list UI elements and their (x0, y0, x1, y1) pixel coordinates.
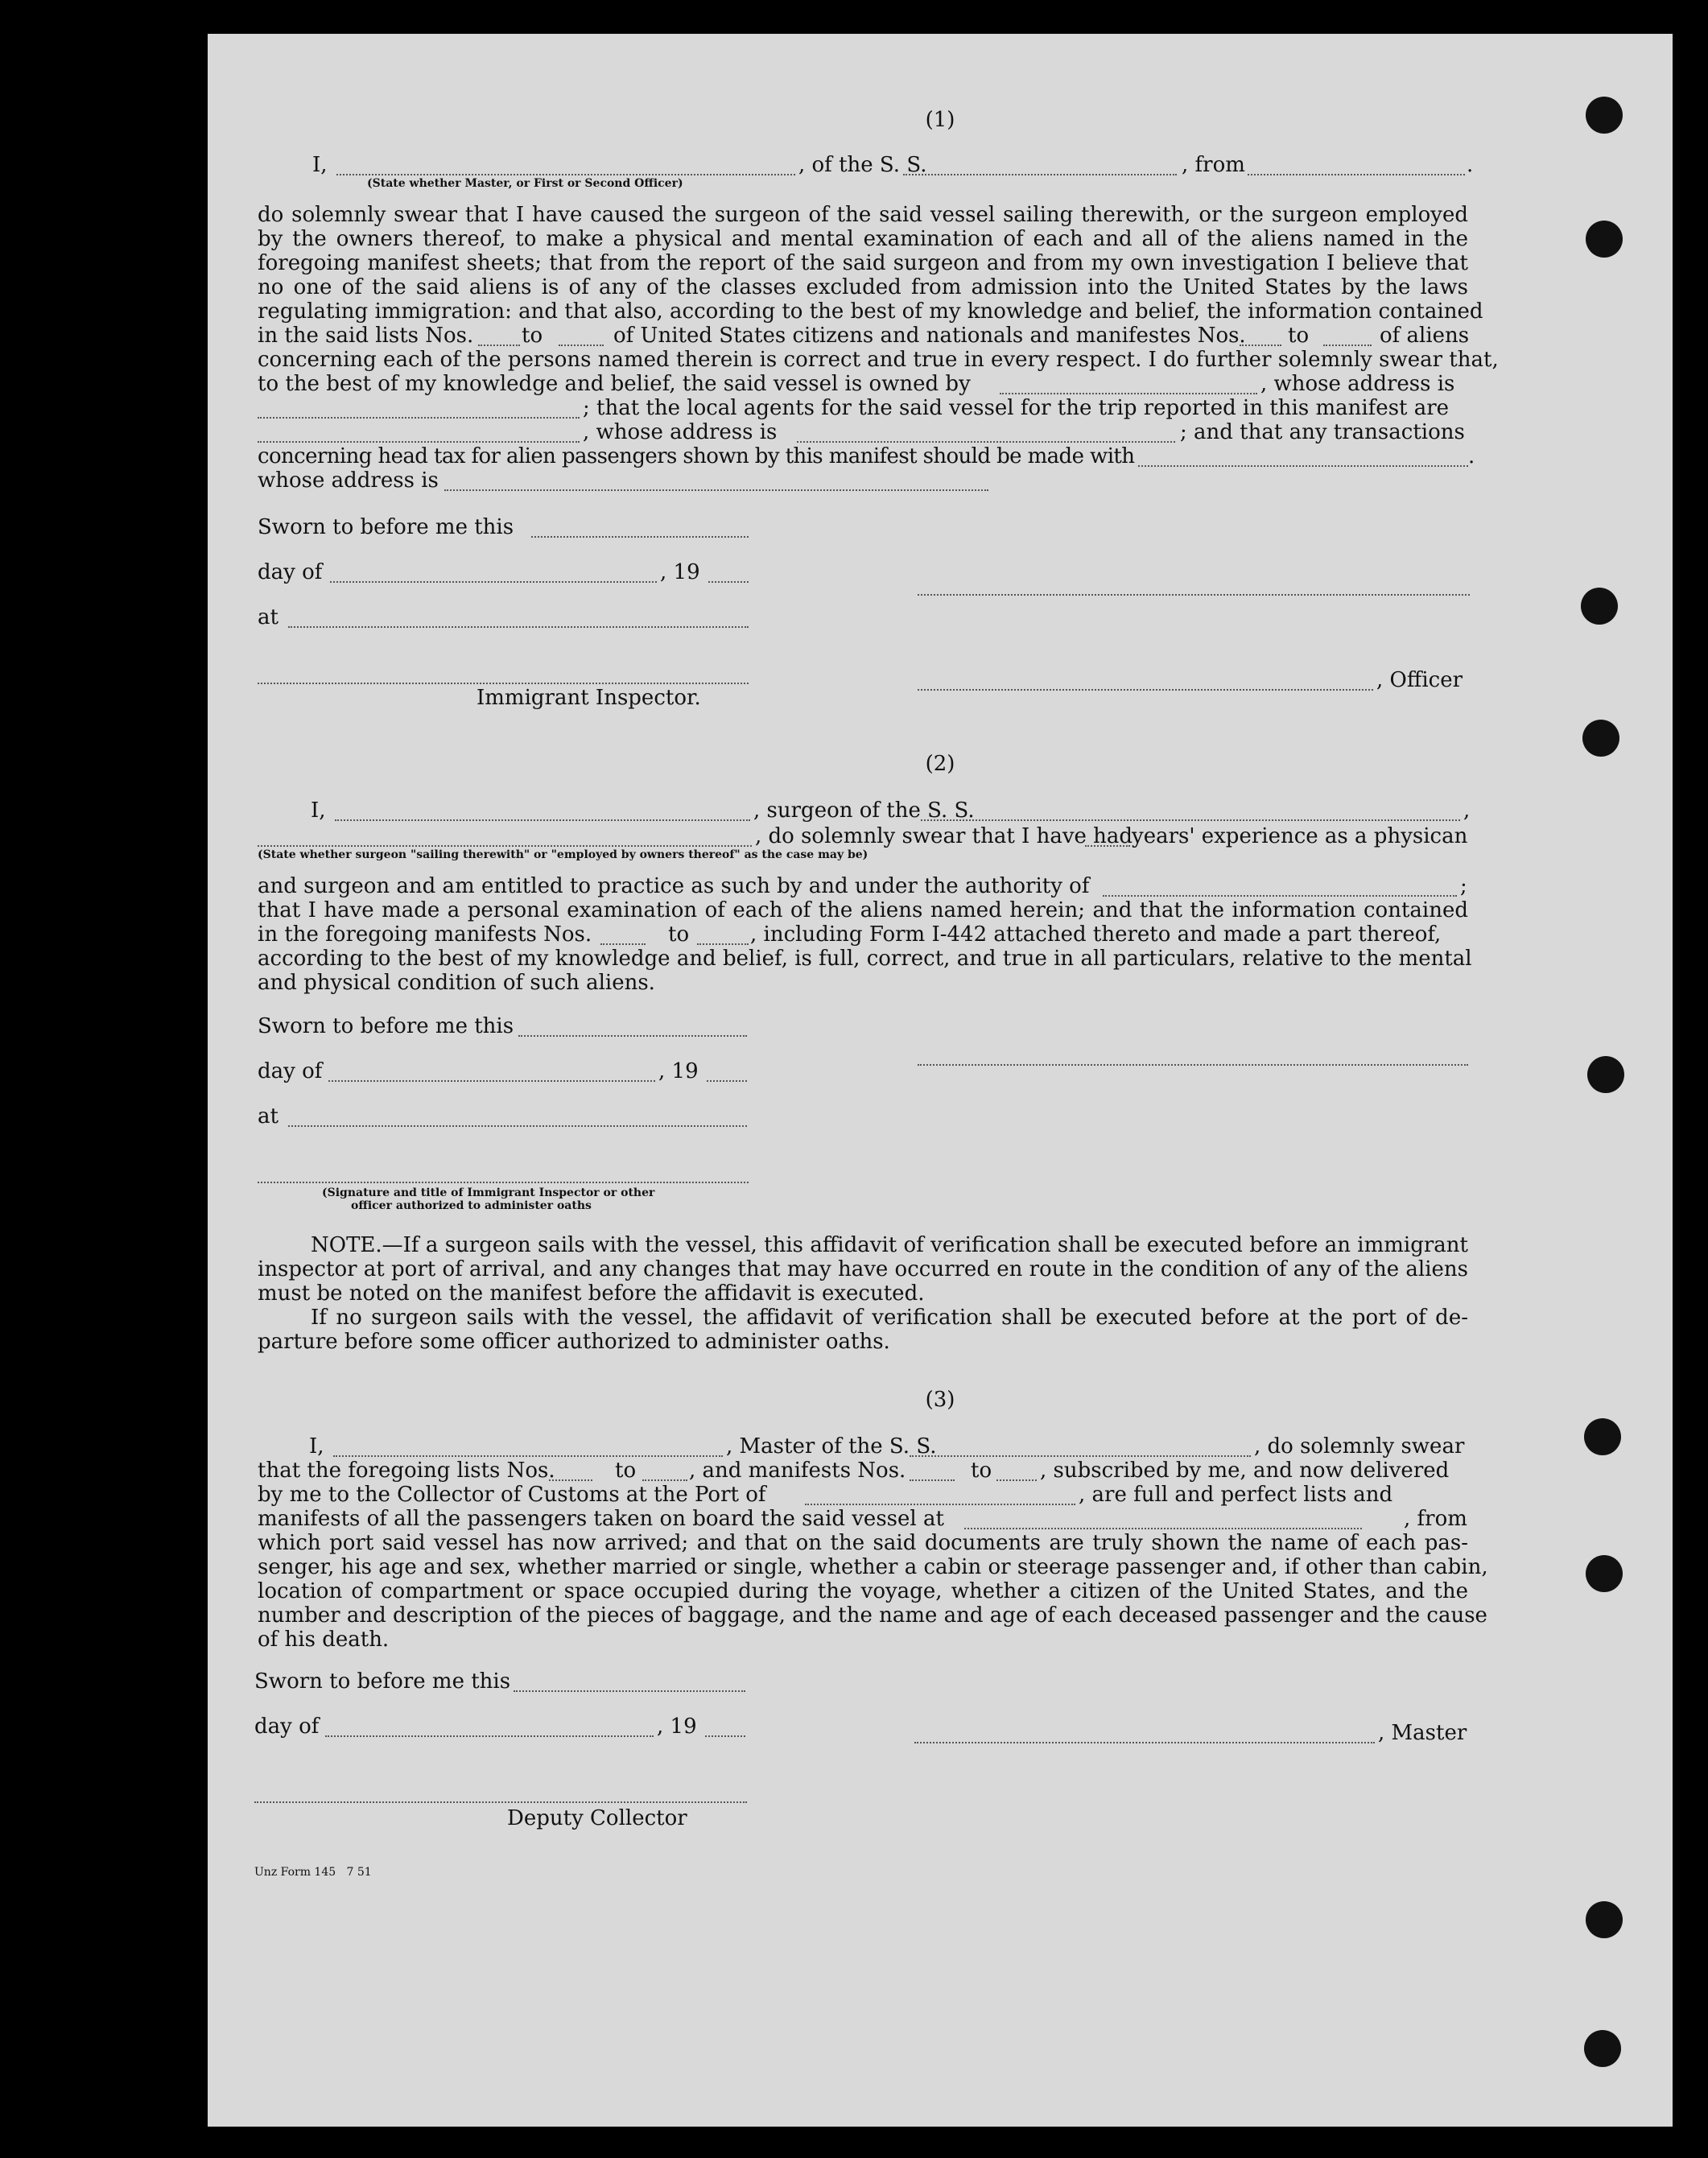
officer-hint: (State whether Master, or First or Second Officer) (367, 177, 683, 190)
day-of-label: day of (254, 1714, 320, 1739)
note-line-2: inspector at port of arrival, and any changes that may have occurred en route in the condition of any of the aliens (258, 1257, 1468, 1281)
section-3-number: (3) (925, 1388, 955, 1412)
boarding-port-field[interactable] (964, 1528, 1362, 1529)
manifests-to-field[interactable] (697, 943, 749, 945)
head-tax-address-field[interactable] (444, 489, 988, 491)
of-aliens-label: of aliens (1380, 324, 1470, 348)
binder-hole (1584, 2030, 1621, 2067)
note-line-1: NOTE.—If a surgeon sails with the vessel, this affidavit of verification shall be executed before an immigrant (311, 1233, 1468, 1257)
surgeon-of-label: , surgeon of the S. S. (753, 798, 975, 823)
officer-signature-line[interactable] (918, 594, 1470, 596)
collector-port-label: by me to the Collector of Customs at the Port of (258, 1483, 766, 1507)
vessel-name-field[interactable] (921, 819, 1460, 821)
to-label: to (971, 1459, 992, 1483)
of-ss-label: , of the S. S. (798, 153, 927, 177)
s3-line-4: which port said vessel has now arrived; and that on the said documents are truly shown the name of each pas- (258, 1531, 1468, 1555)
sworn-label: Sworn to before me this (258, 1014, 514, 1038)
from-port-field[interactable] (1248, 174, 1465, 175)
binder-hole (1586, 221, 1623, 258)
manifests-from-field[interactable] (600, 943, 646, 945)
swear-label: , do solemnly swear that I have had (755, 824, 1133, 848)
comma: , (1463, 798, 1471, 823)
manifests-nos-label: in the foregoing manifests Nos. (258, 922, 592, 947)
lists-from-field[interactable] (549, 1479, 592, 1481)
s1-line-3: foregoing manifest sheets; that from the report of the said surgeon and from my own investigation I believe that (258, 251, 1468, 275)
manifests-to-field[interactable] (996, 1479, 1037, 1481)
surgeon-signature-line[interactable] (918, 1064, 1468, 1066)
surgeon-hint: (State whether surgeon "sailing therewith" or "employed by owners thereof" as the case may be) (258, 848, 868, 861)
authority-label: and surgeon and am entitled to practice as such by and under the authority of (258, 874, 1090, 898)
sworn-date-field[interactable] (531, 536, 749, 538)
i-label: I, (312, 153, 328, 177)
month-field[interactable] (330, 581, 657, 583)
local-agents-label: ; that the local agents for the said vessel for the trip reported in this manifest are (583, 396, 1450, 420)
from-label: , from (1182, 153, 1245, 177)
master-name-field[interactable] (333, 1455, 723, 1457)
from-label: , from (1404, 1507, 1467, 1531)
year-label: , 19 (657, 1714, 697, 1739)
section-1-number: (1) (925, 108, 955, 132)
officer-label: , Officer (1376, 668, 1463, 692)
form-i442-label: , including Form I-442 attached thereto and made a part thereof, (750, 922, 1442, 947)
note-line-4: If no surgeon sails with the vessel, the affidavit of verification shall be executed before at the port of de- (311, 1306, 1468, 1330)
binder-hole (1586, 1555, 1623, 1592)
owned-by-label: to the best of my knowledge and belief, the said vessel is owned by (258, 372, 971, 396)
inspector-signature-line[interactable] (258, 683, 749, 684)
s1-line-1: do solemnly swear that I have caused the surgeon of the said vessel sailing therewith, or the surgeon employed (258, 203, 1468, 227)
inspector-signature-line[interactable] (258, 1182, 749, 1183)
binder-hole (1584, 1418, 1621, 1455)
note-line-3: must be noted on the manifest before the affidavit is executed. (258, 1281, 925, 1306)
years-field[interactable] (1085, 845, 1130, 847)
manifests-nos-label: , and manifests Nos. (689, 1459, 906, 1483)
binder-hole (1587, 1056, 1624, 1093)
deputy-collector-label: Deputy Collector (507, 1806, 687, 1830)
to-label: to (615, 1459, 637, 1483)
note-line-5: parture before some officer authorized to administer oaths. (258, 1330, 890, 1354)
to-label: to (668, 922, 690, 947)
period: . (1468, 444, 1475, 468)
year-field[interactable] (707, 1080, 747, 1082)
transactions-label: ; and that any transactions (1180, 420, 1465, 444)
taken-on-board-label: manifests of all the passengers taken on board the said vessel at (258, 1507, 944, 1531)
subscribed-label: , subscribed by me, and now delivered (1040, 1459, 1450, 1483)
officer-title-field[interactable] (336, 174, 795, 175)
swear-label: , do solemnly swear (1254, 1434, 1465, 1459)
section-2-number: (2) (925, 752, 955, 776)
i-label: I, (311, 798, 326, 823)
port-field[interactable] (805, 1504, 1075, 1505)
agent-address-label: , whose address is (583, 420, 778, 444)
sworn-label: Sworn to before me this (254, 1669, 511, 1694)
signature-hint-1: (Signature and title of Immigrant Inspector or other (322, 1186, 655, 1199)
sworn-label: Sworn to before me this (258, 515, 514, 539)
manifests-from-field[interactable] (1240, 345, 1281, 346)
owner-address-field[interactable] (258, 417, 580, 419)
manifests-from-field[interactable] (910, 1479, 955, 1481)
agent-address-field[interactable] (797, 441, 1175, 443)
agent-field[interactable] (258, 441, 580, 443)
head-tax-label: concerning head tax for alien passengers shown by this manifest should be made with (258, 444, 1135, 468)
years-label: years' experience as a physican (1132, 824, 1468, 848)
to-label: to (1288, 324, 1310, 348)
semicolon: ; (1460, 874, 1467, 898)
sworn-date-field[interactable] (514, 1690, 745, 1692)
s2-line-4: according to the best of my knowledge and belief, is full, correct, and true in all particulars, relative to the mental (258, 947, 1472, 971)
i-label: I, (309, 1434, 324, 1459)
form-number: Unz Form 145 7 51 (254, 1866, 372, 1879)
signature-hint-2: officer authorized to administer oaths (351, 1199, 592, 1212)
surgeon-type-field[interactable] (258, 845, 752, 847)
whose-address-label: whose address is (258, 468, 439, 493)
owner-field[interactable] (1000, 393, 1257, 394)
lists-to-field[interactable] (559, 345, 604, 346)
citizens-label: of United States citizens and nationals and manifestes Nos. (613, 324, 1246, 348)
at-label: at (258, 1104, 278, 1129)
s2-line-2: that I have made a personal examination of each of the aliens named herein; and that the information contained (258, 898, 1468, 922)
collector-signature-line[interactable] (254, 1801, 747, 1803)
whose-address-label: , whose address is (1260, 372, 1455, 396)
lists-to-field[interactable] (642, 1479, 687, 1481)
binder-hole (1586, 1901, 1623, 1938)
month-field[interactable] (325, 1735, 654, 1737)
lists-nos-label: in the said lists Nos. (258, 324, 474, 348)
master-signature-line[interactable] (914, 1742, 1375, 1743)
s1-line-5: regulating immigration: and that also, according to the best of my knowledge and belief, the information contained (258, 299, 1483, 324)
lists-from-field[interactable] (478, 345, 520, 346)
s1-line-2: by the owners thereof, to make a physical and mental examination of each and all of the aliens named in the (258, 227, 1468, 251)
surgeon-name-field[interactable] (335, 819, 750, 821)
s3-line-6: location of compartment or space occupied during the voyage, whether a citizen of the United States, and the (258, 1579, 1468, 1603)
to-label: to (522, 324, 543, 348)
s3-line-7: number and description of the pieces of baggage, and the name and age of each deceased passenger and the cause (258, 1603, 1487, 1628)
year-field[interactable] (708, 581, 749, 583)
master-label: , Master (1378, 1721, 1467, 1745)
form-page (208, 34, 1673, 2127)
year-field[interactable] (705, 1735, 745, 1737)
officer-name-line[interactable] (918, 689, 1373, 691)
place-field[interactable] (288, 1125, 747, 1127)
s2-line-5: and physical condition of such aliens. (258, 971, 655, 995)
authority-field[interactable] (1103, 895, 1457, 897)
master-of-label: , Master of the S. S. (726, 1434, 937, 1459)
full-lists-label: , are full and perfect lists and (1079, 1483, 1393, 1507)
s1-line-7: concerning each of the persons named therein is correct and true in every respect. I do further solemnly swear that, (258, 348, 1499, 372)
binder-hole (1581, 588, 1618, 625)
head-tax-contact-field[interactable] (1138, 465, 1468, 467)
period: . (1467, 153, 1474, 177)
day-of-label: day of (258, 560, 323, 584)
year-label: , 19 (660, 560, 700, 584)
s1-line-4: no one of the said aliens is of any of the classes excluded from admission into the United States by the laws (258, 275, 1468, 299)
day-of-label: day of (258, 1059, 323, 1083)
vessel-name-field[interactable] (910, 1455, 1251, 1457)
s3-line-5: senger, his age and sex, whether married or single, whether a cabin or steerage passenger and, if other than cabin, (258, 1555, 1488, 1579)
sworn-date-field[interactable] (518, 1035, 747, 1037)
lists-nos-label: that the foregoing lists Nos. (258, 1459, 555, 1483)
at-label: at (258, 605, 278, 629)
inspector-label: Immigrant Inspector. (477, 686, 701, 710)
year-label: , 19 (658, 1059, 699, 1083)
manifests-to-field[interactable] (1323, 345, 1372, 346)
s3-line-8: of his death. (258, 1628, 390, 1652)
place-field[interactable] (288, 626, 749, 628)
month-field[interactable] (328, 1080, 655, 1082)
vessel-name-field[interactable] (903, 174, 1177, 175)
